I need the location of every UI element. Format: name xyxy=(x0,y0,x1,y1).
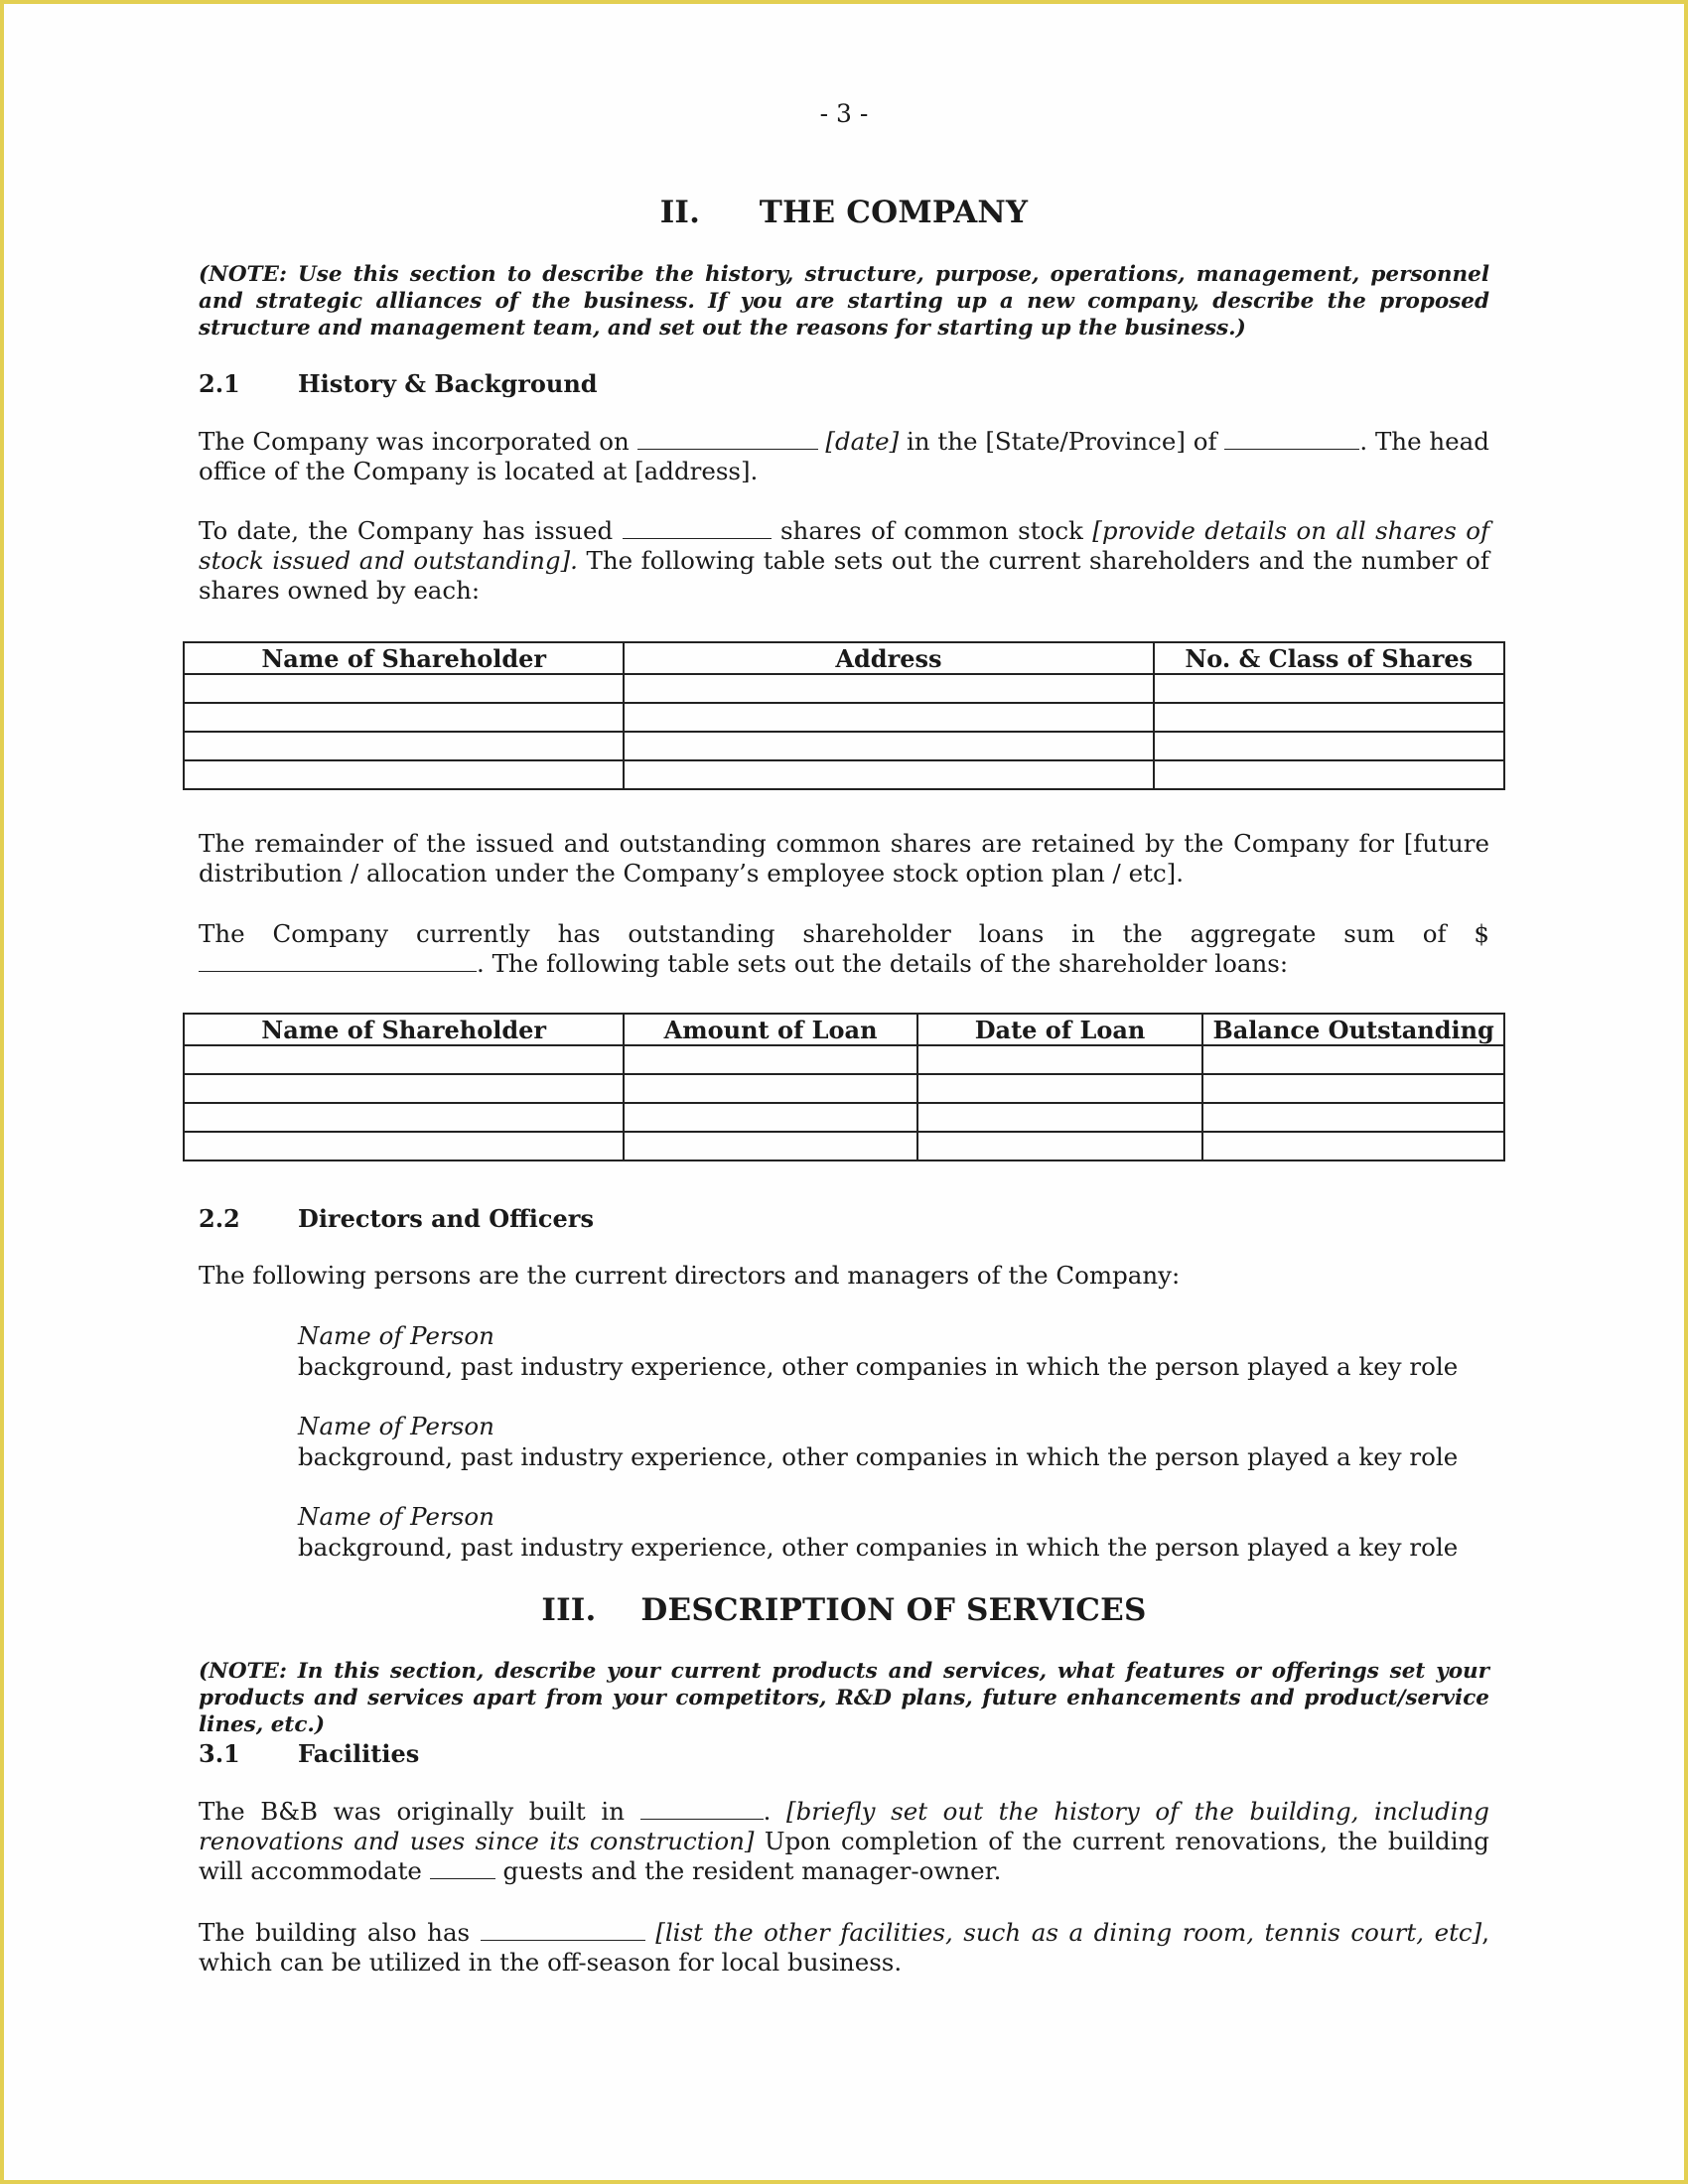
person-entry xyxy=(298,1501,1489,1563)
table-cell[interactable] xyxy=(184,732,624,760)
table-cell[interactable] xyxy=(184,760,624,789)
placeholder-text: [briefly set out the history of the building, including renovations and uses since its construction] xyxy=(199,1797,1489,1855)
loan-sum-blank[interactable] xyxy=(199,951,477,972)
person-entry xyxy=(298,1320,1489,1382)
table-cell[interactable] xyxy=(1202,1103,1504,1132)
state-blank[interactable] xyxy=(1224,429,1359,450)
section-note: (NOTE: In this section, describe your current products and services, what features or offerings set your products and services apart from your competitors, R&D plans, future enhancements and product/service lines, etc.) xyxy=(199,1659,1489,1737)
table-cell[interactable] xyxy=(624,1132,917,1160)
text: The Company currently has outstanding shareholder loans in the aggregate sum of $ xyxy=(199,919,1489,948)
table-cell[interactable] xyxy=(624,703,1153,732)
table-cell[interactable] xyxy=(184,1074,624,1103)
column-header: Name of Shareholder xyxy=(184,642,624,674)
subsection-number: 2.2 xyxy=(199,1204,240,1233)
table-cell[interactable] xyxy=(624,1074,917,1103)
shares-blank[interactable] xyxy=(623,518,772,539)
table-cell[interactable] xyxy=(917,1103,1202,1132)
table-row xyxy=(184,1074,1504,1103)
section-heading-company xyxy=(199,195,1489,230)
date-blank[interactable] xyxy=(637,429,818,450)
text: . The head office of the Company is located at [address]. xyxy=(199,427,1489,485)
table-cell[interactable] xyxy=(1202,1074,1504,1103)
incorporation-paragraph xyxy=(199,427,1489,486)
person-description: background, past industry experience, other companies in which the person played a key role xyxy=(298,1533,1459,1562)
subsection-heading-history xyxy=(199,369,598,398)
section-title: THE COMPANY xyxy=(759,195,1029,230)
placeholder-text: [provide details on all shares of stock issued and outstanding]. xyxy=(199,516,1490,575)
text: The Company was incorporated on xyxy=(199,427,630,456)
table-cell[interactable] xyxy=(184,674,624,703)
subsection-heading-facilities xyxy=(199,1739,419,1768)
section-number: II. xyxy=(659,195,701,230)
person-description: background, past industry experience, other companies in which the person played a key role xyxy=(298,1352,1459,1381)
table-row xyxy=(184,732,1504,760)
year-built-blank[interactable] xyxy=(640,1799,764,1820)
column-header: Name of Shareholder xyxy=(184,1014,624,1045)
table-cell[interactable] xyxy=(1154,703,1504,732)
table-row xyxy=(184,1045,1504,1074)
building-history-paragraph xyxy=(199,1797,1489,1886)
table-cell[interactable] xyxy=(624,760,1153,789)
text: To date, the Company has issued xyxy=(199,516,614,545)
text: The B&B was originally built in xyxy=(199,1797,625,1826)
remainder-paragraph: The remainder of the issued and outstanding common shares are retained by the Company for [future distribution / allocation under the Company’s employee stock option plan / etc]. xyxy=(199,829,1489,887)
text: The following table sets out the current shareholders and the number of shares owned by each: xyxy=(199,546,1489,605)
text: Upon completion of the current renovations, the building will accommodate xyxy=(199,1827,1489,1885)
table-cell[interactable] xyxy=(624,1103,917,1132)
section-title: DESCRIPTION OF SERVICES xyxy=(640,1592,1147,1628)
table-row xyxy=(184,760,1504,789)
table-cell[interactable] xyxy=(184,1045,624,1074)
text: , which can be utilized in the off-season for local business. xyxy=(199,1918,1489,1977)
table-cell[interactable] xyxy=(917,1074,1202,1103)
table-cell[interactable] xyxy=(624,732,1153,760)
subsection-title: History & Background xyxy=(298,369,598,398)
guests-blank[interactable] xyxy=(430,1858,495,1879)
person-name: Name of Person xyxy=(298,1502,494,1531)
page-number: - 3 - xyxy=(819,99,869,128)
subsection-title: Facilities xyxy=(298,1739,420,1768)
text: The building also has xyxy=(199,1918,471,1947)
loans-paragraph xyxy=(199,919,1489,979)
text: in the [State/Province] of xyxy=(906,427,1217,456)
table-row xyxy=(184,703,1504,732)
subsection-number: 3.1 xyxy=(199,1739,240,1768)
shareholders-table xyxy=(183,641,1505,790)
table-cell[interactable] xyxy=(1154,760,1504,789)
section-note: (NOTE: Use this section to describe the history, structure, purpose, operations, management, personnel and strategic alliances of the business. If you are starting up a new company, describe the proposed structure and management team, and set out the reasons for starting up the business.) xyxy=(199,262,1489,341)
placeholder-text: [date] xyxy=(825,427,900,456)
shareholder-loans-table xyxy=(183,1013,1505,1161)
column-header: Date of Loan xyxy=(917,1014,1202,1045)
table-cell[interactable] xyxy=(1202,1132,1504,1160)
table-cell[interactable] xyxy=(1202,1045,1504,1074)
table-cell[interactable] xyxy=(917,1045,1202,1074)
person-description: background, past industry experience, other companies in which the person played a key role xyxy=(298,1442,1459,1471)
table-row xyxy=(184,1132,1504,1160)
directors-intro: The following persons are the current directors and managers of the Company: xyxy=(199,1261,1181,1290)
facilities-paragraph xyxy=(199,1918,1489,1978)
section-heading-services xyxy=(199,1592,1489,1628)
table-cell[interactable] xyxy=(1154,674,1504,703)
placeholder-text: [list the other facilities, such as a dining room, tennis court, etc] xyxy=(655,1918,1482,1947)
table-row xyxy=(184,1103,1504,1132)
text: . The following table sets out the details of the shareholder loans: xyxy=(477,949,1289,978)
facilities-blank[interactable] xyxy=(481,1920,645,1941)
person-entry xyxy=(298,1411,1489,1472)
shares-paragraph xyxy=(199,516,1489,606)
column-header: No. & Class of Shares xyxy=(1154,642,1504,674)
person-name: Name of Person xyxy=(298,1321,494,1350)
table-cell[interactable] xyxy=(624,674,1153,703)
table-cell[interactable] xyxy=(624,1045,917,1074)
subsection-number: 2.1 xyxy=(199,369,240,398)
column-header: Address xyxy=(624,642,1153,674)
table-cell[interactable] xyxy=(184,1132,624,1160)
subsection-heading-directors xyxy=(199,1204,594,1233)
column-header: Amount of Loan xyxy=(624,1014,917,1045)
table-row xyxy=(184,674,1504,703)
subsection-title: Directors and Officers xyxy=(298,1204,594,1233)
text: shares of common stock xyxy=(779,516,1083,545)
section-number: III. xyxy=(541,1592,597,1628)
table-cell[interactable] xyxy=(184,1103,624,1132)
column-header: Balance Outstanding xyxy=(1202,1014,1504,1045)
person-name: Name of Person xyxy=(298,1412,494,1440)
table-cell[interactable] xyxy=(1154,732,1504,760)
table-cell[interactable] xyxy=(184,703,624,732)
table-cell[interactable] xyxy=(917,1132,1202,1160)
text: guests and the resident manager-owner. xyxy=(502,1856,1002,1885)
text: . xyxy=(763,1797,772,1826)
